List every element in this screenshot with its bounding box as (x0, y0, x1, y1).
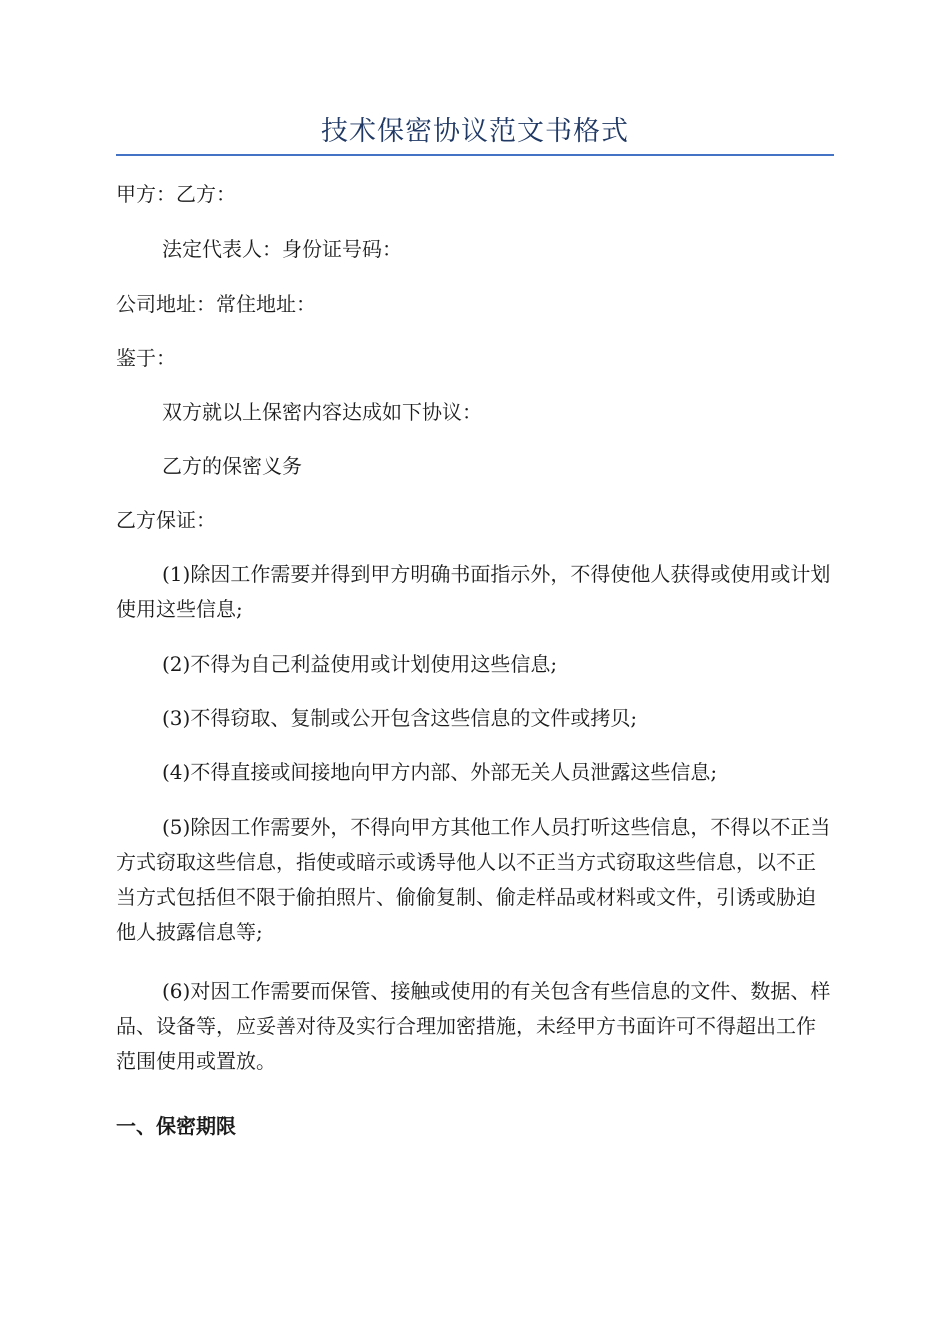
clause-4: (4)不得直接或间接地向甲方内部、外部无关人员泄露这些信息; (162, 760, 718, 784)
party-line: 甲方：乙方： (116, 182, 236, 206)
guarantee-line: 乙方保证： (116, 508, 216, 532)
clause-6: (6)对因工作需要而保管、接触或使用的有关包含有些信息的文件、数据、样品、设备等，应妥善对待及实行合理加密措施，未经甲方书面许可不得超出工作范围使用或置放。 (116, 979, 831, 1073)
title-underline (116, 154, 834, 156)
obligation-heading: 乙方的保密义务 (162, 454, 302, 478)
clause-5: (5)除因工作需要外，不得向甲方其他工作人员打听这些信息，不得以不正当方式窃取这些信息，指使或暗示或诱导他人以不正当方式窃取这些信息，以不正当方式包括但不限于偷拍照片、偷偷复制、偷走样品或材料或文件，引诱或胁迫他人披露信息等; (116, 815, 831, 944)
representative-line: 法定代表人：身份证号码： (162, 237, 402, 261)
agreement-intro: 双方就以上保密内容达成如下协议： (162, 400, 482, 424)
clause-2: (2)不得为自己利益使用或计划使用这些信息; (162, 652, 558, 676)
clause-3: (3)不得窃取、复制或公开包含这些信息的文件或拷贝; (162, 706, 638, 730)
document-title: 技术保密协议范文书格式 (321, 116, 629, 147)
section-heading: 一、保密期限 (116, 1114, 236, 1138)
address-line: 公司地址：常住地址： (116, 292, 316, 316)
whereas-line: 鉴于： (116, 346, 176, 370)
clause-1: (1)除因工作需要并得到甲方明确书面指示外，不得使他人获得或使用或计划使用这些信息; (116, 562, 831, 621)
